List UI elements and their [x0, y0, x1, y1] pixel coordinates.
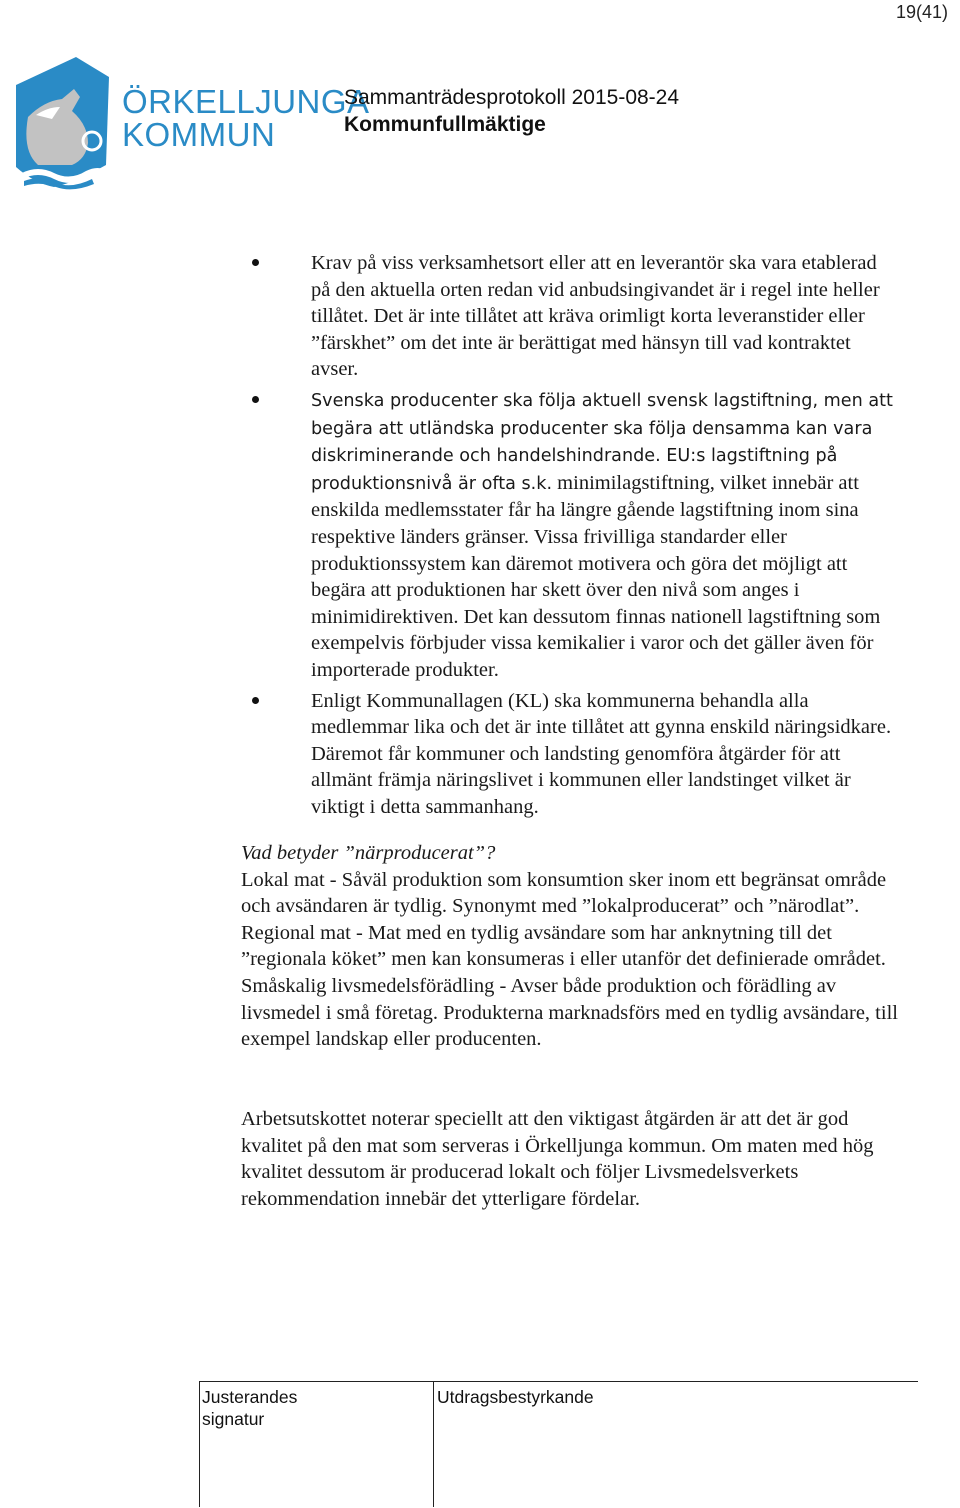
section-paragraph: Arbetsutskottet noterar speciellt att den viktigast åtgärden är att det är god kvalitet på den mat som serveras i Örkelljunga kommun. Om maten med hög kvalitet dessutom är producerad lokalt och följer Livsmedelsverkets rekommendation innebär det ytterligare fördelar. — [241, 1108, 874, 1210]
page-number: 19(41) — [895, 2, 948, 22]
logo-line-2: KOMMUN — [122, 116, 276, 153]
list-item — [240, 387, 900, 684]
list-item — [240, 688, 900, 821]
bullet-text-part-b: minimilagstiftning, vilket innebär att enskilda medlemsstater får ha längre gående lagstiftning inom sina respektive länders gränser. Vissa frivilliga standarder eller produktionssystem kan däremot motivera och göra det möjligt att begära att produktionen har skett över den nivå som anges i minimidirektiven. Det kan dessutom finnas nationell lagstiftning som exempelvis förbjuder vissa kemikalier i varor och det gäller även för importerade produkter. — [311, 471, 881, 681]
bullet-text-part-a: Svenska producenter ska följa aktuell svensk lagstiftning, men att begära att utländska producenter ska följa densamma kan vara diskriminerande och handelshindrande. EU:s lagstiftning på produktionsnivå är ofta s.k. — [311, 390, 893, 494]
section-local-food — [241, 840, 906, 1053]
committee-name: Kommunfullmäktige — [344, 113, 546, 136]
bullet-text: Krav på viss verksamhetsort eller att en leverantör ska vara etablerad på den aktuella orten redan vid anbudsingivandet är i regel inte heller tillåtet. Det är inte tillåtet att kräva orimligt korta leveranstider eller ”färskhet” om det inte är berättigat med hänsyn till vad kontraktet avser. — [311, 252, 880, 381]
section-heading: Vad betyder ”närproducerat”? — [241, 842, 496, 864]
document-header — [344, 84, 679, 138]
logo-line-1: ÖRKELLJUNGA — [122, 83, 370, 120]
coat-of-arms-icon — [14, 55, 114, 190]
list-item — [240, 250, 900, 383]
footer-divider-mid — [433, 1381, 434, 1507]
footer-signature-label: Justerandes signatur — [202, 1387, 298, 1429]
bullet-icon — [252, 697, 259, 704]
bullet-text: Enligt Kommunallagen (KL) ska kommunerna behandla alla medlemmar lika och det är inte tillåtet att gynna enskild näringsidkare. Däremot får kommuner och landsting genomföra åtgärder för att allmänt främja näringslivet i kommunen eller landstinget vilket är viktigt i detta sammanhang. — [311, 689, 892, 818]
footer-divider — [199, 1381, 918, 1382]
protocol-title: Sammanträdesprotokoll 2015-08-24 — [344, 86, 680, 109]
bullet-icon — [252, 259, 259, 266]
section-conclusion — [241, 1106, 906, 1212]
section-paragraph: Lokal mat - Såväl produktion som konsumtion sker inom ett begränsat område och avsändaren är tydlig. Synonymt med ”lokalproducerat” och ”närodlat”. Regional mat - Mat med en tydlig avsändare som har anknytning till det ”regionala köket” men kan konsumeras i eller utanför det definierade området. Småskalig livsmedelsförädling - Avser både produktion och förädling av livsmedel i små företag. Produkterna marknadsförs med en tydlig avsändare, till exempel landskap eller producenten. — [241, 868, 898, 1051]
municipality-logo — [14, 55, 370, 190]
bullet-list — [240, 250, 900, 824]
footer-divider-left — [199, 1381, 200, 1507]
bullet-icon — [252, 396, 259, 403]
footer-certification-label: Utdragsbestyrkande — [437, 1387, 594, 1407]
